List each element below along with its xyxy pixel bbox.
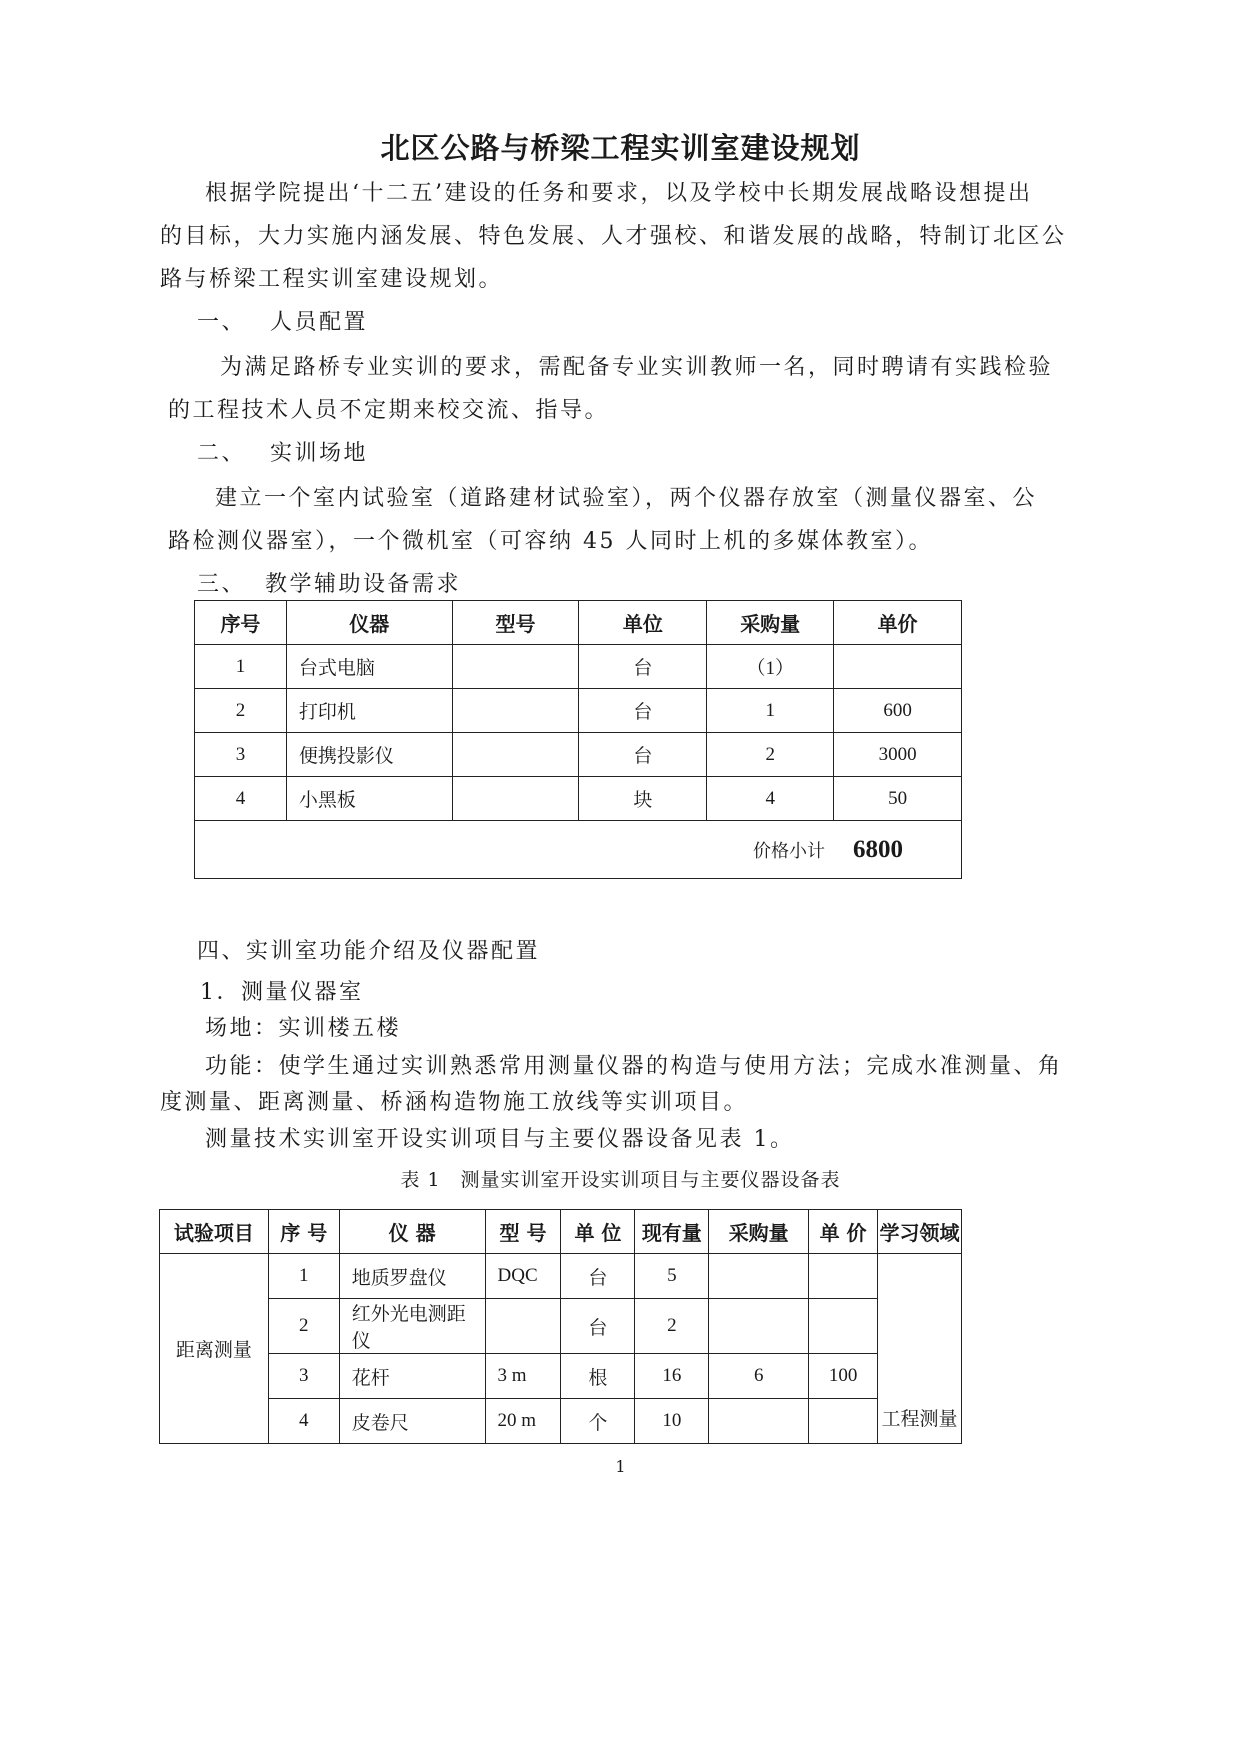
subtotal-value: 6800 [853, 835, 903, 863]
cell-no: 2 [195, 689, 287, 733]
cell-no: 3 [268, 1354, 339, 1399]
cell-price: 3000 [834, 733, 962, 777]
header-cell: 序号 [195, 601, 287, 645]
cell-no: 1 [195, 645, 287, 689]
subsection-heading: 1．测量仪器室 [200, 980, 364, 1005]
section-1-number: 一、 [197, 310, 247, 335]
site-line: 场地：实训楼五楼 [205, 1016, 402, 1041]
header-cell: 试验项目 [160, 1210, 269, 1254]
cell-no: 3 [195, 733, 287, 777]
cell-name: 便携投影仪 [286, 733, 452, 777]
section-2-line-2: 路检测仪器室），一个微机室（可容纳 45 人同时上机的多媒体教室）。 [168, 529, 933, 554]
cell-unit: 个 [561, 1399, 635, 1444]
table-row [160, 1354, 962, 1399]
cell-name: 打印机 [286, 689, 452, 733]
intro-line-3: 路与桥梁工程实训室建设规划。 [160, 267, 504, 292]
cell-have: 2 [635, 1299, 709, 1354]
cell-name: 皮卷尺 [339, 1399, 485, 1444]
cell-no: 4 [195, 777, 287, 821]
cell-price [809, 1254, 878, 1299]
subtotal-label: 价格小计 [752, 840, 825, 862]
header-cell: 序 号 [268, 1210, 339, 1254]
intro-line-1: 根据学院提出‘十二五’建设的任务和要求，以及学校中长期发展战略设想提出 [205, 181, 1033, 206]
cell-price: 600 [834, 689, 962, 733]
cell-unit: 台 [561, 1299, 635, 1354]
cell-qty: 2 [707, 733, 834, 777]
section-1-heading: 人员配置 [270, 310, 369, 335]
table-row [195, 689, 962, 733]
cell-have: 10 [635, 1399, 709, 1444]
table-row [160, 1254, 962, 1299]
cell-have: 5 [635, 1254, 709, 1299]
header-cell: 单价 [834, 601, 962, 645]
cell-qty: 1 [707, 689, 834, 733]
cell-unit: 台 [579, 733, 707, 777]
section-2-heading: 实训场地 [270, 441, 369, 466]
field-cell: 工程测量 [878, 1254, 962, 1444]
table-1-header [160, 1210, 962, 1254]
table-1 [159, 1209, 962, 1444]
cell-name: 花杆 [339, 1354, 485, 1399]
cell-price: 50 [834, 777, 962, 821]
cell-unit: 根 [561, 1354, 635, 1399]
equipment-table-header [195, 601, 962, 645]
header-cell: 采购量 [707, 601, 834, 645]
cell-buy: 6 [709, 1354, 809, 1399]
page-number: 1 [615, 1457, 626, 1476]
cell-unit: 台 [579, 645, 707, 689]
intro-line-2: 的目标，大力实施内涵发展、特色发展、人才强校、和谐发展的战略，特制订北区公 [160, 224, 1067, 249]
subtotal-row [195, 821, 962, 879]
table-row [195, 777, 962, 821]
header-cell: 仪器 [286, 601, 452, 645]
table-row [195, 733, 962, 777]
cell-buy [709, 1254, 809, 1299]
page-title: 北区公路与桥梁工程实训室建设规划 [380, 131, 861, 165]
subtotal-cell [195, 821, 962, 879]
cell-model: 20 m [485, 1399, 561, 1444]
cell-model: 3 m [485, 1354, 561, 1399]
cell-qty: 4 [707, 777, 834, 821]
cell-model [452, 689, 579, 733]
header-cell: 学习领域 [878, 1210, 962, 1254]
cell-no: 4 [268, 1399, 339, 1444]
table-1-caption: 表 1 测量实训室开设实训项目与主要仪器设备表 [400, 1169, 841, 1191]
project-cell: 距离测量 [160, 1254, 269, 1444]
section-1-line-1: 为满足路桥专业实训的要求，需配备专业实训教师一名，同时聘请有实践检验 [220, 355, 1054, 380]
cell-buy [709, 1299, 809, 1354]
cell-name: 小黑板 [286, 777, 452, 821]
header-cell: 采购量 [709, 1210, 809, 1254]
section-2-line-1: 建立一个室内试验室（道路建材试验室），两个仪器存放室（测量仪器室、公 [215, 486, 1038, 511]
cell-price [809, 1299, 878, 1354]
cell-model [452, 733, 579, 777]
cell-price [809, 1399, 878, 1444]
cell-name: 红外光电测距仪 [339, 1299, 485, 1354]
cell-model [452, 645, 579, 689]
function-line-1: 功能：使学生通过实训熟悉常用测量仪器的构造与使用方法；完成水准测量、角 [205, 1054, 1063, 1079]
section-3-heading: 教学辅助设备需求 [265, 572, 462, 597]
cell-qty: （1） [707, 645, 834, 689]
header-cell: 型 号 [485, 1210, 561, 1254]
cell-no: 2 [268, 1299, 339, 1354]
cell-unit: 台 [561, 1254, 635, 1299]
header-cell: 现有量 [635, 1210, 709, 1254]
cell-name: 地质罗盘仪 [339, 1254, 485, 1299]
section-4-heading: 四、实训室功能介绍及仪器配置 [197, 939, 541, 964]
cell-unit: 台 [579, 689, 707, 733]
table-reference: 测量技术实训室开设实训项目与主要仪器设备见表 1。 [205, 1127, 795, 1152]
cell-price: 100 [809, 1354, 878, 1399]
function-line-2: 度测量、距离测量、桥涵构造物施工放线等实训项目。 [160, 1090, 749, 1115]
header-cell: 单位 [579, 601, 707, 645]
section-2-number: 二、 [197, 441, 247, 466]
table-row [160, 1299, 962, 1354]
header-cell: 单 价 [809, 1210, 878, 1254]
cell-price [834, 645, 962, 689]
section-3-number: 三、 [197, 572, 247, 597]
cell-model [485, 1299, 561, 1354]
equipment-table [194, 600, 962, 879]
header-cell: 仪 器 [339, 1210, 485, 1254]
table-row [195, 645, 962, 689]
cell-unit: 块 [579, 777, 707, 821]
header-cell: 单 位 [561, 1210, 635, 1254]
cell-model: DQC [485, 1254, 561, 1299]
cell-have: 16 [635, 1354, 709, 1399]
header-cell: 型号 [452, 601, 579, 645]
cell-buy [709, 1399, 809, 1444]
table-row [160, 1399, 962, 1444]
section-1-line-2: 的工程技术人员不定期来校交流、指导。 [168, 398, 610, 423]
cell-name: 台式电脑 [286, 645, 452, 689]
cell-model [452, 777, 579, 821]
cell-no: 1 [268, 1254, 339, 1299]
